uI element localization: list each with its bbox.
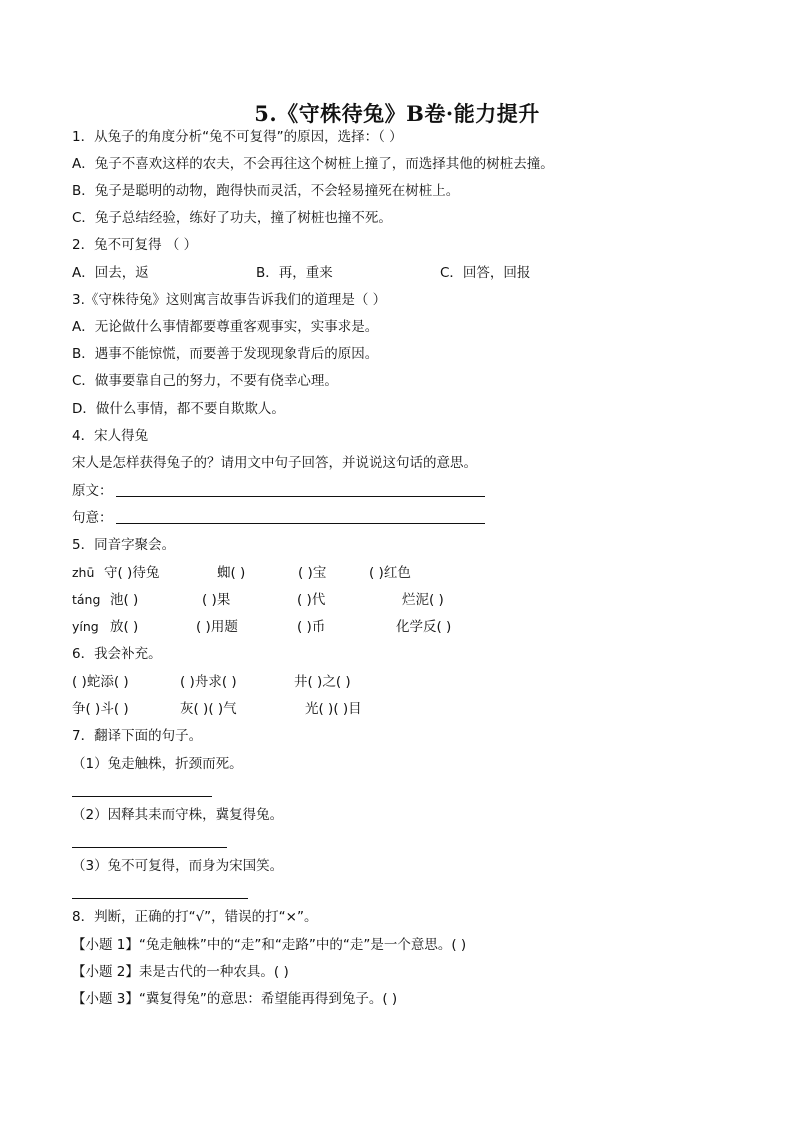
q7-item-1: （1）兔走触株，折颈而死。	[72, 756, 243, 772]
q3-stem: 3.《守株待兔》这则寓言故事告诉我们的道理是（ ）	[72, 292, 387, 308]
q6-row-2	[72, 700, 492, 718]
q8-item-2: 【小题 2】耒是古代的一种农具。( )	[72, 964, 289, 980]
q6-stem: 6．我会补充。	[72, 646, 162, 662]
q6-idiom-5: 灰( )( )气	[180, 701, 237, 717]
q6-idiom-1: ( )蛇添( )	[72, 674, 129, 690]
q2-options-row	[72, 264, 632, 282]
page-title: 5.《守株待兔》B卷·能力提升	[254, 101, 540, 126]
q8-stem: 8．判断，正确的打“√”，错误的打“×”。	[72, 909, 318, 925]
q7-answer-line-1[interactable]	[72, 796, 212, 797]
q2-option-a: A．回去，返	[72, 265, 149, 281]
q1-option-b: B．兔子是聪明的动物，跑得快而灵活，不会轻易撞死在树桩上。	[72, 183, 460, 199]
q4-question: 宋人是怎样获得兔子的？请用文中句子回答，并说说这句话的意思。	[72, 455, 477, 471]
q5-zhu-item-3: ( )宝	[298, 565, 327, 581]
q5-row-tang	[72, 591, 532, 609]
q5-zhu-item-4: ( )红色	[369, 565, 411, 581]
q5-ying-item-3: ( )币	[297, 619, 326, 635]
q4-meaning-answer-line[interactable]	[116, 523, 485, 524]
q7-item-3: （3）兔不可复得，而身为宋国笑。	[72, 858, 284, 874]
q8-item-3: 【小题 3】“冀复得兔”的意思：希望能再得到兔子。( )	[72, 991, 398, 1007]
q5-pinyin-ying: yíng	[72, 619, 99, 634]
q3-option-b: B．遇事不能惊慌，而要善于发现现象背后的原因。	[72, 346, 379, 362]
q7-item-2: （2）因释其耒而守株，冀复得兔。	[72, 807, 284, 823]
q1-option-c: C．兔子总结经验，练好了功夫，撞了树桩也撞不死。	[72, 210, 392, 226]
q2-option-b: B．再，重来	[256, 265, 333, 281]
q5-ying-item-2: ( )用题	[196, 619, 238, 635]
q6-idiom-4: 争( )斗( )	[72, 701, 129, 717]
q6-idiom-3: 井( )之( )	[294, 674, 351, 690]
q4-original-label: 原文：	[72, 483, 113, 499]
q7-answer-line-3[interactable]	[72, 898, 248, 899]
q5-row-zhu	[72, 564, 532, 582]
q2-stem: 2．兔不可复得 （ ）	[72, 237, 198, 253]
q1-stem: 1．从兔子的角度分析“兔不可复得”的原因，选择：（ ）	[72, 129, 403, 145]
q6-row-1	[72, 673, 492, 691]
q7-answer-line-2[interactable]	[72, 847, 227, 848]
q5-tang-item-1: 池( )	[110, 592, 139, 608]
q5-stem: 5．同音字聚会。	[72, 537, 176, 553]
q8-item-1: 【小题 1】“兔走触株”中的“走”和“走路”中的“走”是一个意思。( )	[72, 937, 467, 953]
q4-original-answer-line[interactable]	[116, 496, 485, 497]
q5-pinyin-zhu: zhū	[72, 565, 95, 580]
q3-option-d: D．做什么事情，都不要自欺欺人。	[72, 401, 285, 417]
q5-tang-item-3: ( )代	[297, 592, 326, 608]
q5-zhu-item-1: 守( )待兔	[104, 565, 160, 581]
q4-meaning-label: 句意：	[72, 510, 113, 526]
q5-tang-item-2: ( )果	[202, 592, 231, 608]
q5-zhu-item-2: 蜘( )	[217, 565, 246, 581]
q5-ying-item-4: 化学反( )	[396, 619, 452, 635]
q3-option-a: A．无论做什么事情都要尊重客观事实，实事求是。	[72, 319, 379, 335]
q2-option-c: C．回答，回报	[440, 265, 531, 281]
q5-row-ying	[72, 618, 532, 636]
q5-ying-item-1: 放( )	[110, 619, 139, 635]
q5-tang-item-4: 烂泥( )	[402, 592, 444, 608]
q5-pinyin-tang: táng	[72, 592, 101, 607]
q6-idiom-2: ( )舟求( )	[180, 674, 237, 690]
q3-option-c: C．做事要靠自己的努力，不要有侥幸心理。	[72, 373, 338, 389]
q7-stem: 7．翻译下面的句子。	[72, 728, 203, 744]
q4-stem: 4．宋人得兔	[72, 428, 149, 444]
q1-option-a: A．兔子不喜欢这样的农夫，不会再往这个树桩上撞了，而选择其他的树桩去撞。	[72, 156, 554, 172]
q6-idiom-6: 光( )( )目	[305, 701, 362, 717]
